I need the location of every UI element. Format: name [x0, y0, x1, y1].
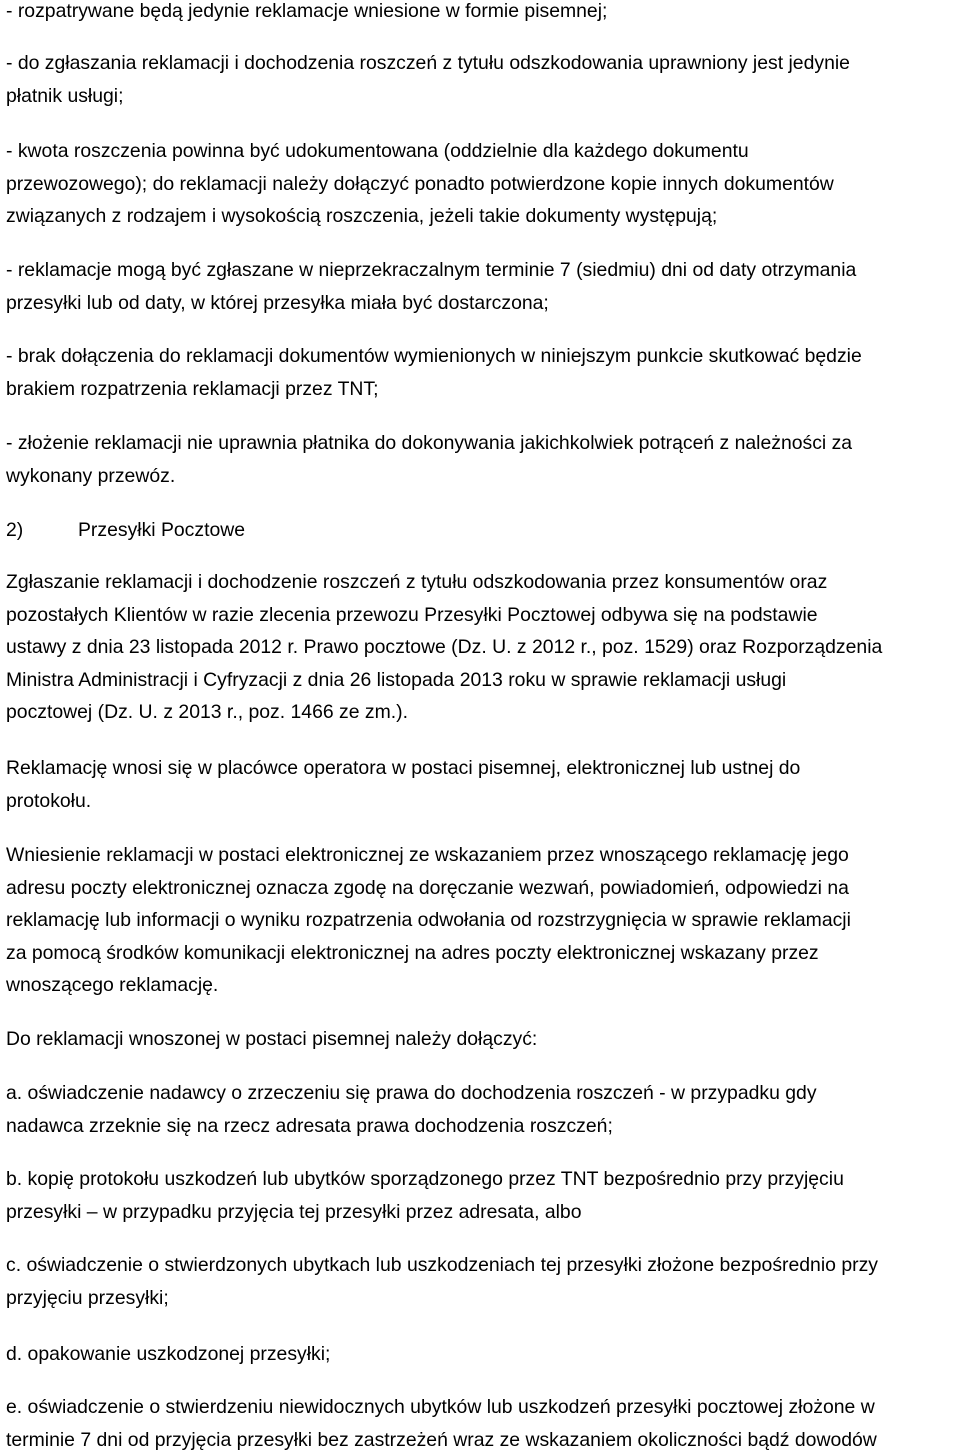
text-line: Do reklamacji wnoszonej w postaci pisemnej należy dołączyć: — [6, 1028, 538, 1050]
body-paragraph — [6, 752, 800, 817]
text-line: e. oświadczenie o stwierdzeniu niewidocznych ubytków lub uszkodzeń przesyłki pocztowej złożone w — [6, 1396, 875, 1418]
text-line: - kwota roszczenia powinna być udokumentowana (oddzielnie dla każdego dokumentu — [6, 140, 749, 162]
bullet-paragraph — [6, 427, 852, 492]
section-title: Przesyłki Pocztowe — [78, 519, 246, 541]
text-line: przesyłki lub od daty, w której przesyłka miała być dostarczona; — [6, 291, 549, 314]
text-line: przesyłki – w przypadku przyjęcia tej przesyłki przez adresata, albo — [6, 1200, 582, 1223]
list-item — [6, 1391, 877, 1456]
list-item — [6, 1249, 878, 1314]
text-line: ustawy z dnia 23 listopada 2012 r. Prawo pocztowe (Dz. U. z 2012 r., poz. 1529) oraz Rozporządzenia — [6, 636, 883, 659]
text-line: Zgłaszanie reklamacji i dochodzenie roszczeń z tytułu odszkodowania przez konsumentów oraz — [6, 571, 828, 593]
text-line: terminie 7 dni od przyjęcia przesyłki bez zastrzeżeń wraz ze wskazaniem okoliczności bądź dowodów — [6, 1428, 877, 1451]
text-line: pocztowej (Dz. U. z 2013 r., poz. 1466 ze zm.). — [6, 701, 408, 724]
body-paragraph — [6, 1023, 537, 1056]
text-line: d. opakowanie uszkodzonej przesyłki; — [6, 1343, 331, 1365]
text-line: - brak dołączenia do reklamacji dokumentów wymienionych w niniejszym punkcie skutkować będzie — [6, 345, 862, 367]
text-line: wykonany przewóz. — [6, 464, 176, 487]
text-line: przyjęciu przesyłki; — [6, 1286, 169, 1309]
text-line: - reklamacje mogą być zgłaszane w nieprzekraczalnym terminie 7 (siedmiu) dni od daty otrzymania — [6, 259, 857, 281]
text-line: nadawca zrzeknie się na rzecz adresata prawa dochodzenia roszczeń; — [6, 1114, 613, 1137]
bullet-paragraph — [6, 340, 862, 405]
bullet-paragraph — [6, 0, 607, 28]
text-line: przewozowego); do reklamacji należy dołączyć ponadto potwierdzone kopie innych dokumentów — [6, 172, 834, 195]
body-paragraph — [6, 839, 851, 1002]
text-line: - rozpatrywane będą jedynie reklamacje wniesione w formie pisemnej; — [6, 0, 608, 22]
text-line: a. oświadczenie nadawcy o zrzeczeniu się prawa do dochodzenia roszczeń - w przypadku gdy — [6, 1082, 817, 1104]
text-line: adresu poczty elektronicznej oznacza zgodę na doręczanie wezwań, powiadomień, odpowiedzi na — [6, 876, 849, 899]
list-item — [6, 1077, 817, 1142]
bullet-paragraph — [6, 254, 856, 319]
text-line: brakiem rozpatrzenia reklamacji przez TNT; — [6, 377, 379, 400]
text-line: pozostałych Klientów w razie zlecenia przewozu Przesyłki Pocztowej odbywa się na podstawie — [6, 603, 818, 626]
text-line: wnoszącego reklamację. — [6, 974, 219, 997]
text-line: za pomocą środków komunikacji elektronicznej na adres poczty elektronicznej wskazany przez — [6, 941, 819, 964]
text-line: - do zgłaszania reklamacji i dochodzenia roszczeń z tytułu odszkodowania uprawniony jest jedynie — [6, 52, 850, 74]
bullet-paragraph — [6, 47, 850, 112]
body-paragraph — [6, 566, 882, 729]
text-line: c. oświadczenie o stwierdzonych ubytkach lub uszkodzeniach tej przesyłki złożone bezpośrednio przy — [6, 1254, 878, 1276]
list-item — [6, 1163, 844, 1228]
bullet-paragraph — [6, 135, 834, 233]
section-number: 2) — [6, 519, 24, 541]
text-line: protokołu. — [6, 789, 92, 812]
text-line: płatnik usługi; — [6, 84, 124, 107]
text-line: - złożenie reklamacji nie uprawnia płatnika do dokonywania jakichkolwiek potrąceń z należności za — [6, 432, 853, 454]
section-heading — [6, 514, 245, 547]
text-line: reklamację lub informacji o wyniku rozpatrzenia odwołania od rozstrzygnięcia w sprawie reklamacji — [6, 909, 851, 932]
text-line: b. kopię protokołu uszkodzeń lub ubytków sporządzonego przez TNT bezpośrednio przy przyjęciu — [6, 1168, 844, 1190]
text-line: Reklamację wnosi się w placówce operatora w postaci pisemnej, elektronicznej lub ustnej do — [6, 757, 801, 779]
text-line: Ministra Administracji i Cyfryzacji z dnia 26 listopada 2013 roku w sprawie reklamacji usługi — [6, 668, 787, 691]
list-item — [6, 1338, 330, 1371]
text-line: Wniesienie reklamacji w postaci elektronicznej ze wskazaniem przez wnoszącego reklamację jego — [6, 844, 849, 866]
text-line: związanych z rodzajem i wysokością roszczenia, jeżeli takie dokumenty występują; — [6, 205, 718, 228]
